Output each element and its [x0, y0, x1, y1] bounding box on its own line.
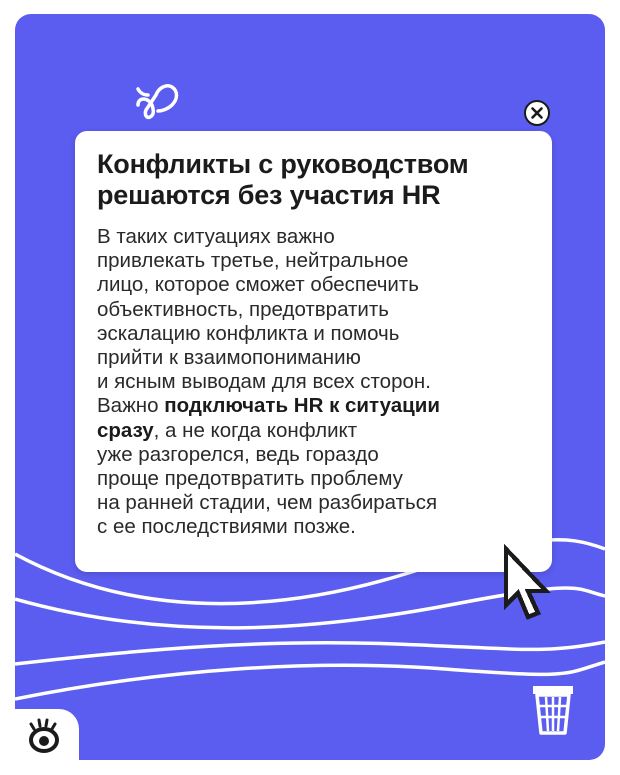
- body-text-segment: Важно: [97, 394, 165, 418]
- body-line: [97, 394, 530, 418]
- trash-bin-icon[interactable]: [532, 684, 574, 736]
- body-line: привлекать третье, нейтральное: [97, 249, 409, 273]
- eye-logo-icon: [22, 716, 66, 756]
- body-line: лицо, которое сможет обеспечить: [97, 273, 419, 297]
- body-line: [97, 419, 530, 443]
- body-line: эскалацию конфликта и помочь: [97, 321, 400, 345]
- body-text-segment: , а не когда конфликт: [153, 418, 358, 442]
- body-line: прийти к взаимопониманию: [97, 346, 361, 370]
- body-line: объективность, предотвратить: [97, 297, 389, 321]
- body-line: В таких ситуациях важно: [97, 225, 335, 248]
- message-card: [75, 131, 552, 572]
- card-title-line: Конфликты с руководством: [97, 149, 469, 179]
- background-panel: [15, 14, 605, 760]
- card-title: [97, 149, 530, 211]
- body-emphasis: сразу: [97, 418, 154, 442]
- body-line: на ранней стадии, чем разбираться: [97, 491, 438, 515]
- close-icon: [526, 102, 548, 124]
- body-line: уже разгорелся, ведь гораздо: [97, 442, 379, 466]
- body-line: и ясным выводам для всех сторон.: [97, 370, 431, 394]
- body-emphasis: подключать HR к ситуации: [164, 394, 440, 418]
- card-title-line: решаются без участия HR: [97, 180, 441, 210]
- body-line: проще предотвратить проблему: [97, 467, 403, 491]
- pixel-cursor-icon: [502, 544, 558, 630]
- close-button[interactable]: [524, 100, 550, 126]
- butterfly-logo-icon: [134, 81, 188, 123]
- body-line: с ее последствиями позже.: [97, 515, 356, 539]
- card-body-text: [97, 225, 530, 540]
